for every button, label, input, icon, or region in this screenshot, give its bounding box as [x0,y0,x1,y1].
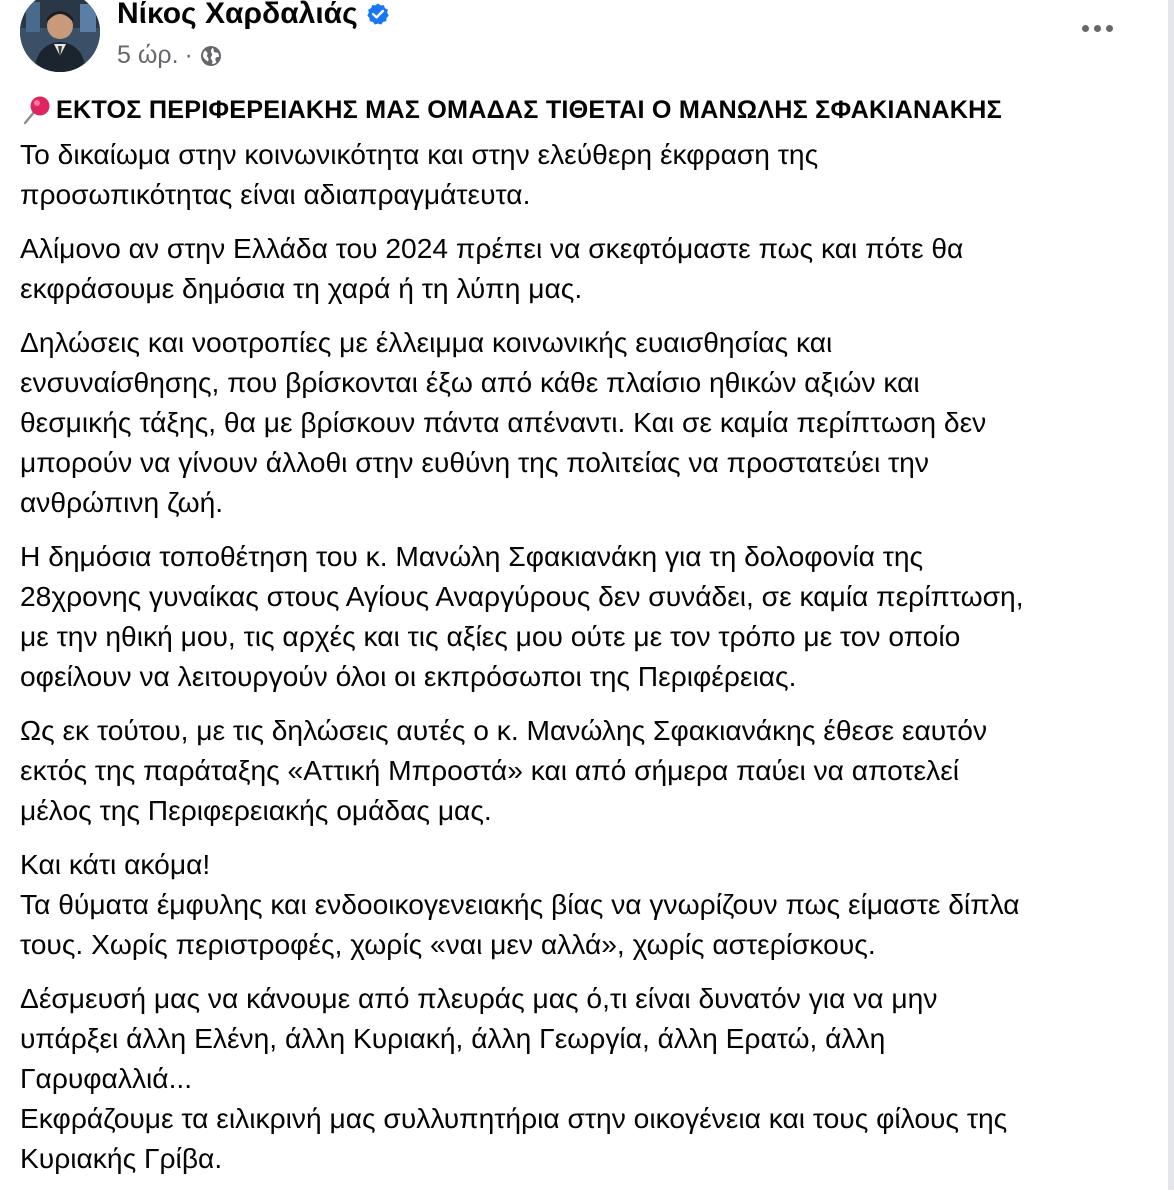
post-text-line: μέλος της Περιφερειακής ομάδας μας. [20,794,492,826]
post-paragraphs [20,134,1140,1178]
post-header [0,0,1160,84]
post-text-line: Αλίμονο αν στην Ελλάδα του 2024 πρέπει να σκεφτόμαστε πως και πότε θα [20,232,964,264]
post-meta [117,38,223,72]
post-body [20,92,1140,1192]
post-text-line: εκφράσουμε δημόσια τη χαρά ή τη λύπη μας. [20,272,583,304]
post-text-line: ανθρώπινη ζωή. [20,486,224,518]
post-text-line: ενσυναίσθησης, που βρίσκονται έξω από κάθε πλαίσιο ηθικών αξιών και [20,366,920,398]
post-paragraph [20,322,1140,522]
post-text-line: Γαρυφαλλιά... [20,1062,193,1094]
post-paragraph [20,844,1140,964]
post-text-line: Ως εκ τούτου, με τις δηλώσεις αυτές ο κ. Μανώλης Σφακιανάκης έθεσε εαυτόν [20,714,988,746]
post-paragraph [20,536,1140,696]
post-text-line: Το δικαίωμα στην κοινωνικότητα και στην ελεύθερη έκφραση της [20,138,819,170]
post-text-line: υπάρξει άλλη Ελένη, άλλη Κυριακή, άλλη Γεωργία, άλλη Ερατώ, άλλη [20,1022,886,1054]
post-text-line: οφείλουν να λειτουργούν όλοι οι εκπρόσωποι της Περιφέρειας. [20,660,797,692]
post-text-line: Και κάτι ακόμα! [20,848,211,880]
post-text-line: θεσμικής τάξης, θα με βρίσκουν πάντα απέναντι. Και σε καμία περίπτωση δεν [20,406,987,438]
meta-separator: · [184,41,193,69]
scrollbar-edge [1168,0,1174,1190]
avatar[interactable] [20,0,100,72]
globe-icon[interactable] [199,43,223,67]
more-options-button[interactable] [1071,8,1123,48]
more-options-icon-dot [1094,25,1101,32]
post-text-line: Κυριακής Γρίβα. [20,1142,223,1174]
post-text-line: προσωπικότητας είναι αδιαπραγμάτευτα. [20,178,531,210]
post-text-line: τους. Χωρίς περιστροφές, χωρίς «ναι μεν αλλά», χωρίς αστερίσκους. [20,928,876,960]
more-options-icon [1082,25,1089,32]
post-text-line: Η δημόσια τοποθέτηση του κ. Μανώλη Σφακιανάκη για τη δολοφονία της [20,540,924,572]
post-paragraph [20,710,1140,830]
post-text-line: μπορούν να γίνουν άλλοθι στην ευθύνη της πολιτείας να προστατεύει την [20,446,929,478]
post-text-line: Τα θύματα έμφυλης και ενδοοικογενειακής βίας να γνωρίζουν πως είμαστε δίπλα [20,888,1020,920]
post-text-line: Εκφράζουμε τα ειλικρινή μας συλλυπητήρια στην οικογένεια και τους φίλους της [20,1102,1008,1134]
post-title [20,92,1140,128]
avatar-photo [20,0,100,72]
post-timestamp[interactable]: 5 ώρ. [117,41,179,69]
verified-badge-icon [366,2,390,26]
author-row [117,0,390,34]
post-paragraph [20,228,1140,308]
post-text-line: εκτός της παράταξης «Αττική Μπροστά» και από σήμερα παύει να αποτελεί [20,754,960,786]
post-paragraph [20,134,1140,214]
round-pushpin-icon [20,92,56,128]
post-text-line: με την ηθική μου, τις αρχές και τις αξίες μου ούτε με τον τρόπο με τον οποίο [20,620,961,652]
post-text-line: Δέσμευσή μας να κάνουμε από πλευράς μας ό,τι είναι δυνατόν για να μην [20,982,938,1014]
post-text-line: Δηλώσεις και νοοτροπίες με έλλειμμα κοινωνικής ευαισθησίας και [20,326,833,358]
post-title-text: ΕΚΤΟΣ ΠΕΡΙΦΕΡΕΙΑΚΗΣ ΜΑΣ ΟΜΑΔΑΣ ΤΙΘΕΤΑΙ Ο ΜΑΝΩΛΗΣ ΣΦΑΚΙΑΝΑΚΗΣ [56,96,1002,124]
post-paragraph [20,978,1140,1178]
author-name[interactable]: Νίκος Χαρδαλιάς [117,0,358,30]
more-options-icon-dot [1106,25,1113,32]
post-text-line: 28χρονης γυναίκας στους Αγίους Αναργύρους δεν συνάδει, σε καμία περίπτωση, [20,580,1024,612]
